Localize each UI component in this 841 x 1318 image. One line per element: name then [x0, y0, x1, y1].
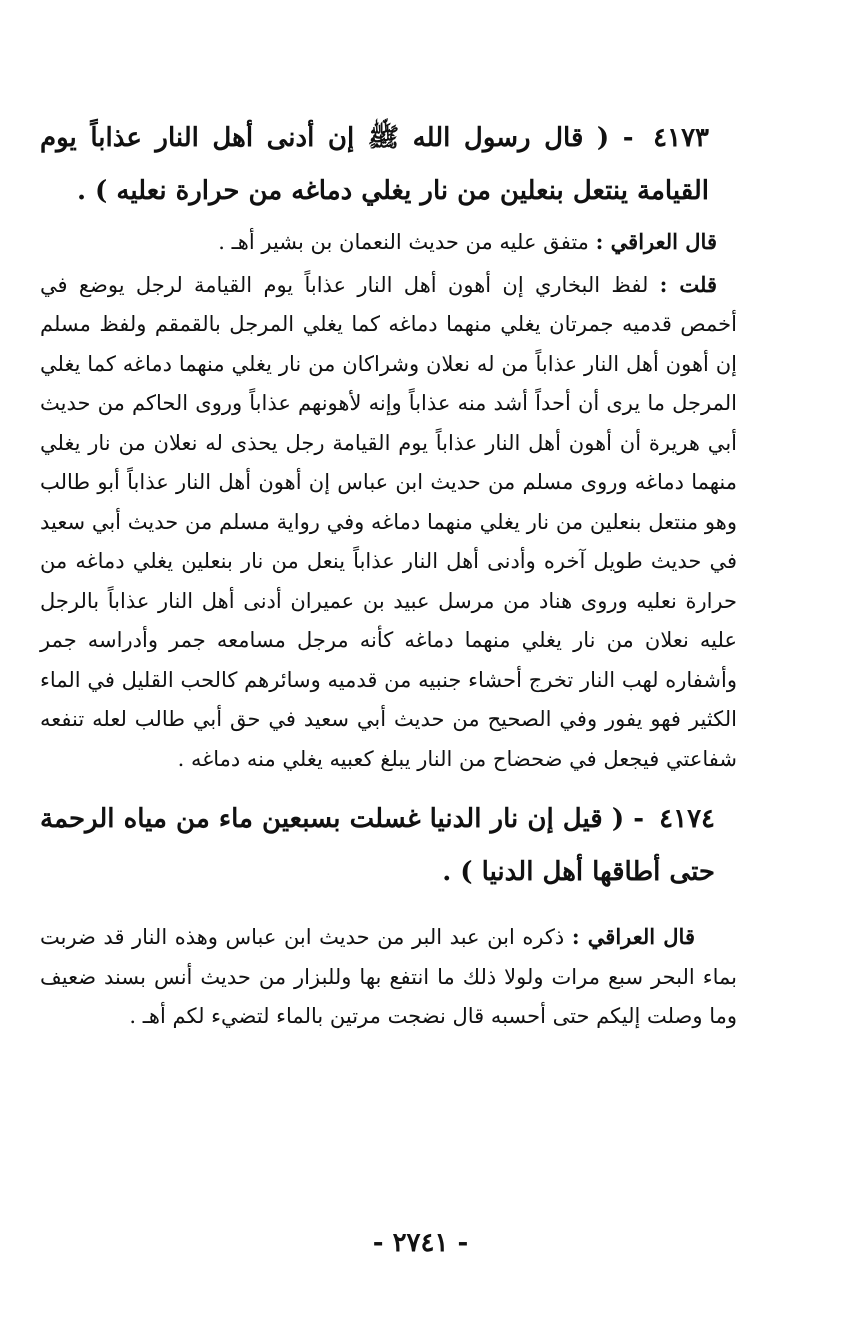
iraqi-label: قال العراقي :	[571, 924, 695, 949]
author-commentary	[40, 265, 737, 780]
qult-text: لفظ البخاري إن أهون أهل النار عذاباً يوم القيامة لرجل يوضع في أخمص قدميه جمرتان يغلي منهما دماغه كما يغلي المرجل بالقمقم ولفظ مسلم إن أهون أهل النار عذاباً من له نعلان وشراكان من نار يغلي منهما دماغه كما يغلي المرجل ما يرى أن أحداً أشد منه عذاباً وإنه لأهونهم عذاباً وروى الحاكم من حديث أبي هريرة أن أهون أهل النار عذاباً يوم القيامة رجل يحذى له نعلان من نار يغلي منهما دماغه وروى مسلم من حديث ابن عباس إن أهون أهل النار عذاباً أبو طالب وهو منتعل بنعلين من نار يغلي منهما دماغه وفي رواية مسلم من حديث أبي سعيد في حديث طويل آخره وأدنى أهل النار عذاباً ينعل من نار بنعلين يغلي دماغه من حرارة نعليه وروى هناد من مرسل عبيد بن عميران أدنى أهل النار عذاباً بالرجل عليه نعلان من نار يغلي منهما دماغه كأنه مرجل مسامعه جمر وأدراسه جمر وأشفاره لهب النار تخرج أحشاء جنبيه من قدميه وسائرهم كالحب القليل في الماء الكثير فهو يفور وفي الصحيح من حديث أبي سعيد في حق أبي طالب لعله تنفعه شفاعتي فيجعل في ضحضاح من النار يبلغ كعبيه يغلي منه دماغه .	[40, 272, 737, 771]
hadith-number: ٤١٧٤	[659, 804, 715, 834]
hadith-text: - ( قال رسول الله ﷺ إن أدنى أهل النار عذاباً يوم القيامة ينتعل بنعلين من نار يغلي دماغه من حرارة نعليه ) .	[40, 123, 709, 206]
iraqi-commentary	[40, 917, 737, 1037]
hadith-4174	[40, 793, 715, 899]
hadith-4173	[40, 112, 709, 218]
hadith-text: - ( قيل إن نار الدنيا غسلت بسبعين ماء من مياه الرحمة حتى أطاقها أهل الدنيا ) .	[40, 804, 715, 887]
iraqi-text: متفق عليه من حديث النعمان بن بشير أهـ .	[218, 230, 589, 254]
iraqi-commentary	[40, 222, 717, 263]
page-number: - ٢٧٤١ -	[372, 1228, 469, 1258]
hadith-number: ٤١٧٣	[653, 123, 709, 153]
iraqi-text: ذكره ابن عبد البر من حديث ابن عباس وهذه النار قد ضربت بماء البحر سبع مرات ولولا ذلك ما انتفع بها وللبزار من حديث أنس بسند ضعيف وما وصلت إليكم حتى أحسبه قال نضجت مرتين بالماء لتضيء لكم أهـ .	[40, 925, 737, 1028]
iraqi-label: قال العراقي :	[595, 229, 717, 254]
qult-label: قلت :	[659, 271, 717, 297]
